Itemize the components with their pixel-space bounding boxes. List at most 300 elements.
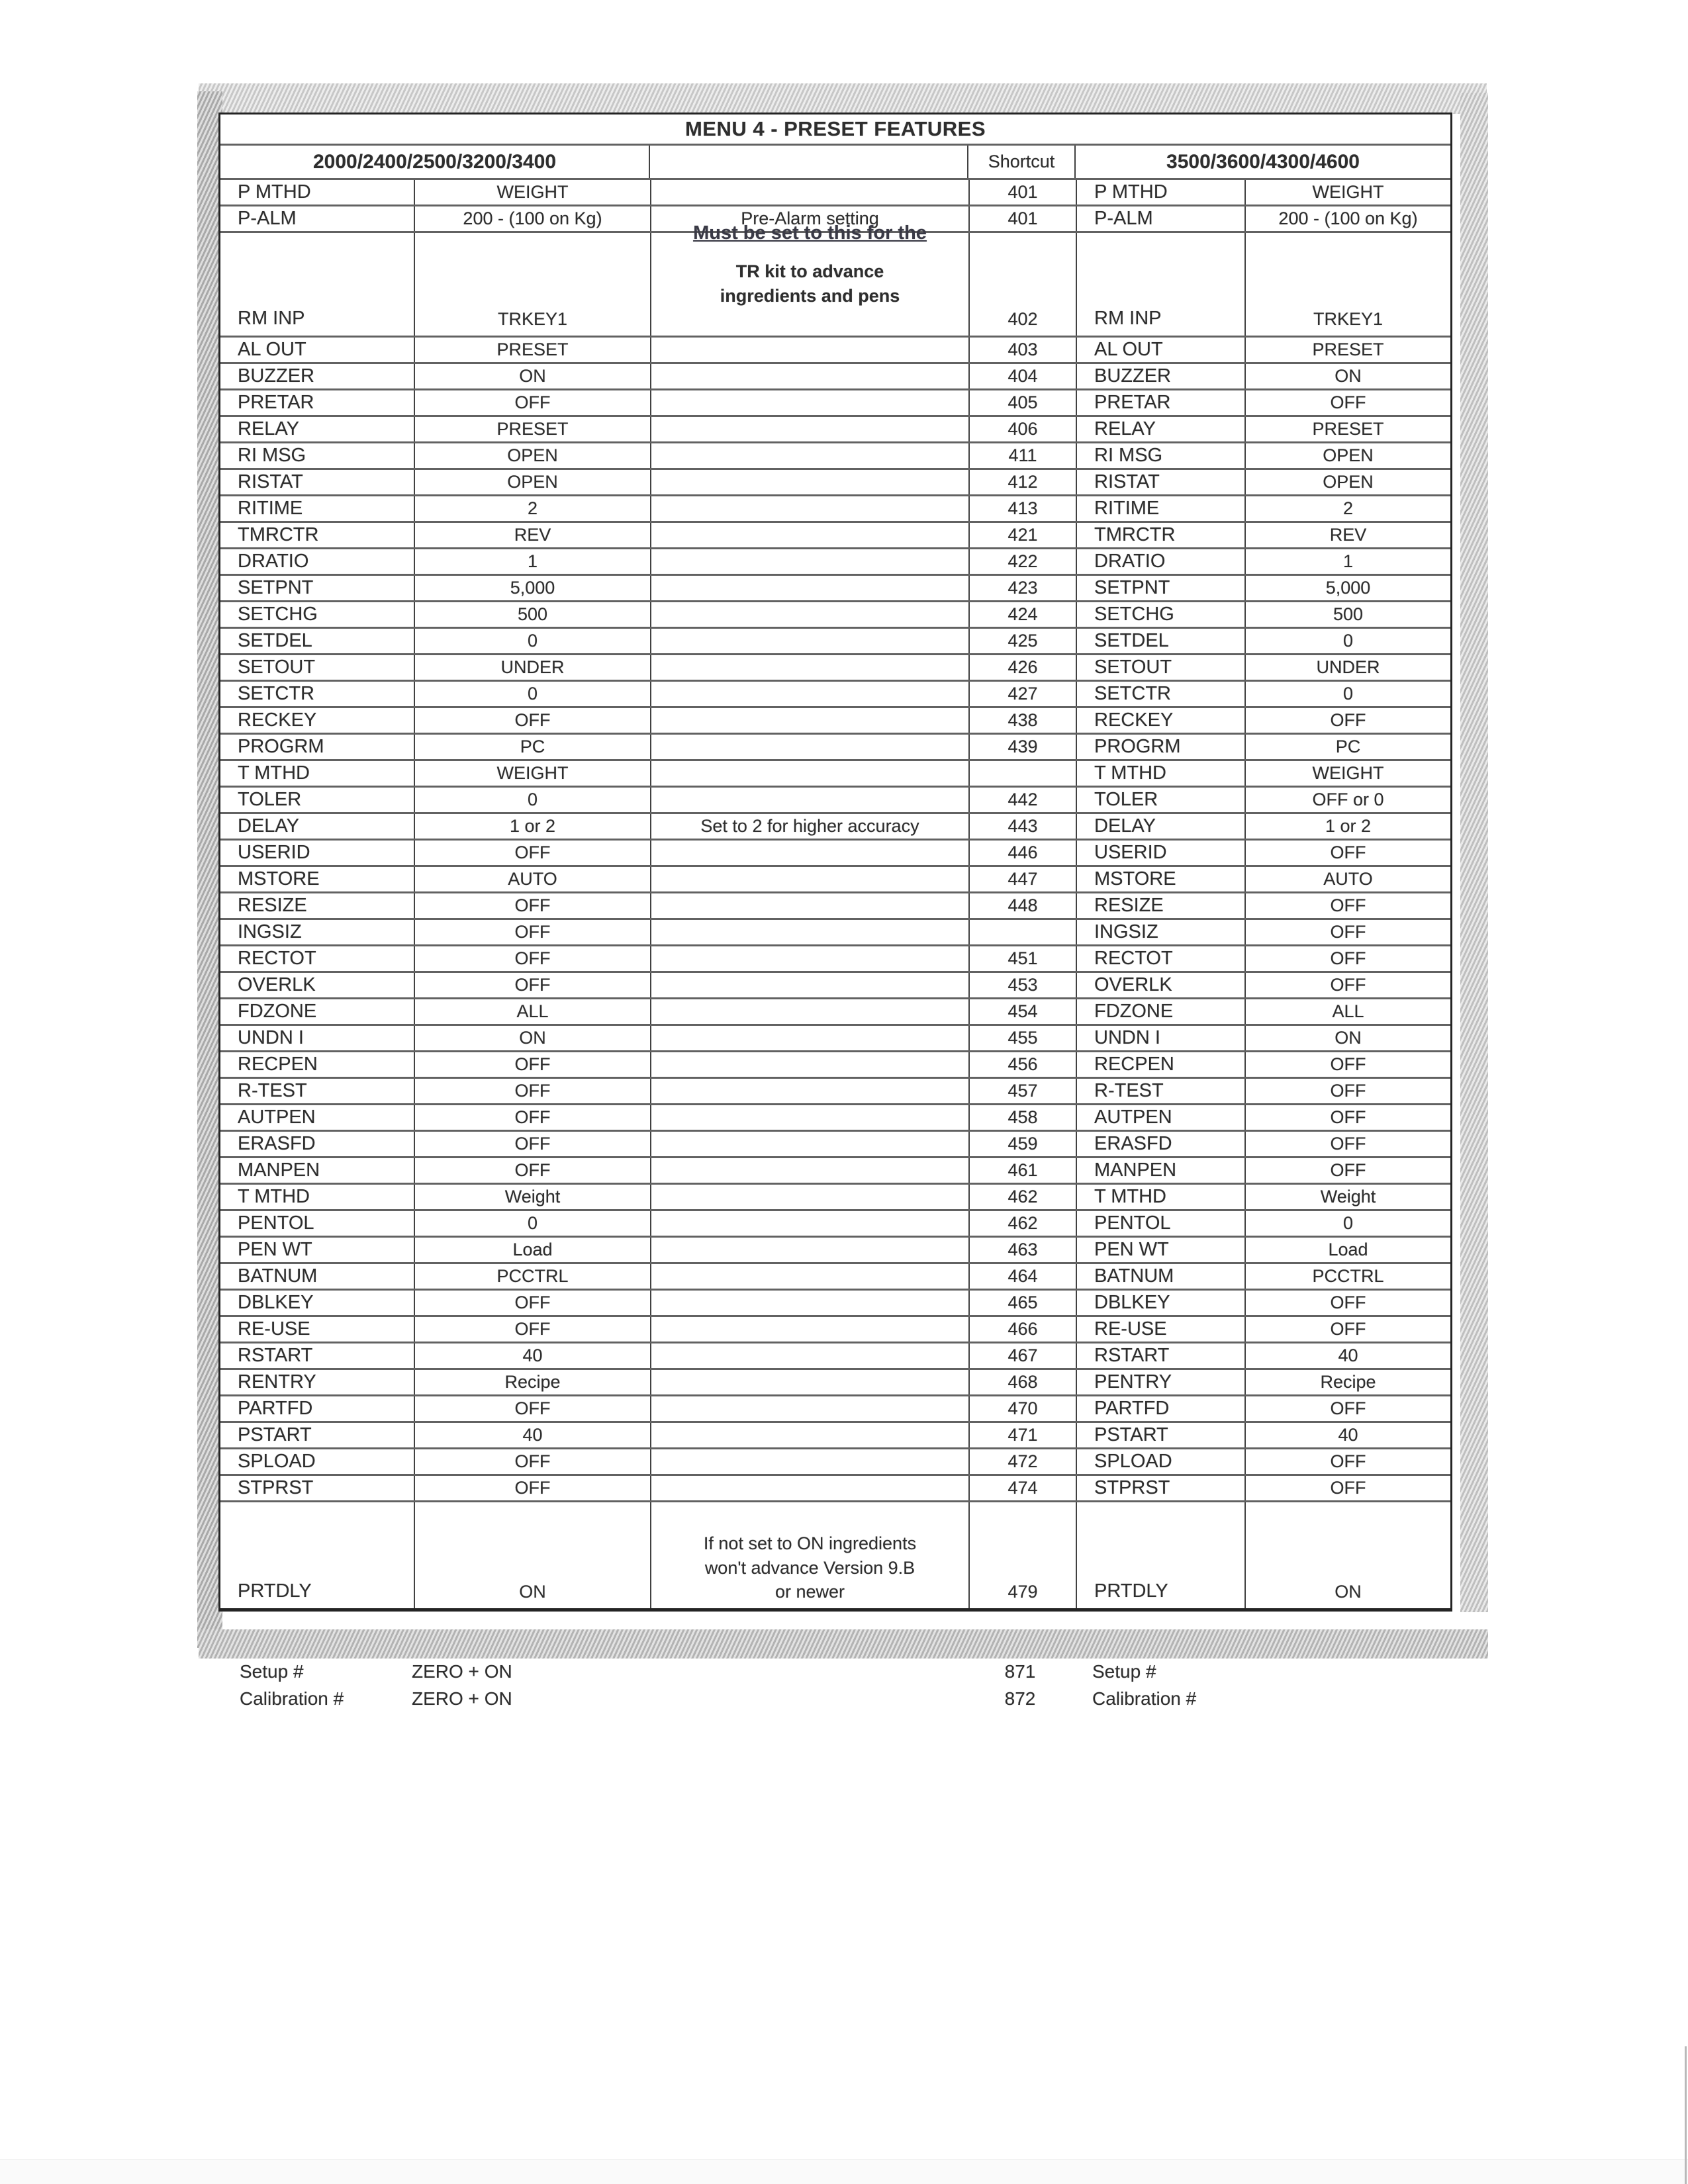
param-value-left: REV — [414, 523, 650, 547]
note-cell — [650, 180, 968, 205]
param-label-left: INGSIZ — [238, 921, 302, 942]
table-row — [220, 521, 1450, 547]
table-row — [220, 839, 1450, 865]
param-value-left: OFF — [414, 708, 650, 733]
shortcut-cell: 403 — [968, 338, 1076, 362]
shortcut-cell: 446 — [968, 841, 1076, 865]
param-label-right: RITIME — [1076, 496, 1244, 521]
table-row — [220, 1262, 1450, 1289]
shortcut-cell: 404 — [968, 364, 1076, 388]
param-label-right: RECKEY — [1076, 708, 1244, 733]
param-label-right: P MTHD — [1076, 180, 1244, 205]
param-value-right: Recipe — [1244, 1370, 1450, 1394]
param-label-right: ERASFD — [1076, 1132, 1244, 1156]
table-row — [220, 786, 1450, 812]
footer-label-left: Setup # — [240, 1661, 304, 1682]
param-label-left: SETDEL — [238, 630, 312, 651]
table-row — [220, 759, 1450, 786]
param-value-left: OFF — [414, 1132, 650, 1156]
note-cell — [650, 496, 968, 521]
param-value-left: Load — [414, 1238, 650, 1262]
param-value-left: OFF — [414, 1158, 650, 1183]
param-label-right: SPLOAD — [1076, 1449, 1244, 1474]
param-label-right: SETPNT — [1076, 576, 1244, 600]
param-value-left: 5,000 — [414, 576, 650, 600]
table-row — [220, 336, 1450, 362]
param-label-left: SPLOAD — [238, 1451, 316, 1472]
param-value-left: OPEN — [414, 443, 650, 468]
param-label-right: BUZZER — [1076, 364, 1244, 388]
param-value-left: OFF — [414, 1052, 650, 1077]
param-value-right: OFF — [1244, 1317, 1450, 1342]
scan-shadow-below-table — [199, 1629, 1488, 1659]
param-label-right: PRTDLY — [1076, 1502, 1244, 1608]
note-cell — [650, 1396, 968, 1421]
param-value-left: OFF — [414, 1396, 650, 1421]
shortcut-cell: 465 — [968, 1291, 1076, 1315]
param-value-right: Weight — [1244, 1185, 1450, 1209]
param-value-right: 0 — [1244, 682, 1450, 706]
param-value-right: OFF — [1244, 946, 1450, 971]
note-cell — [650, 761, 968, 786]
note-cell — [650, 523, 968, 547]
param-label-right: DRATIO — [1076, 549, 1244, 574]
table-row — [220, 600, 1450, 627]
param-value-left: OPEN — [414, 470, 650, 494]
note-cell — [650, 814, 968, 839]
note-cell — [650, 576, 968, 600]
table-row — [220, 1447, 1450, 1474]
table-row — [220, 1474, 1450, 1500]
param-value-left: OFF — [414, 390, 650, 415]
param-label-left: USERID — [238, 842, 310, 863]
param-label-left: RECPEN — [238, 1054, 318, 1075]
note-cell — [650, 1052, 968, 1077]
param-label-left: SETCHG — [238, 604, 318, 625]
param-value-left: OFF — [414, 1105, 650, 1130]
param-value-left: Weight — [414, 1185, 650, 1209]
note-cell — [650, 1158, 968, 1183]
param-label-left: STPRST — [238, 1477, 314, 1498]
param-value-right: 200 - (100 on Kg) — [1244, 206, 1450, 231]
param-value-right: 0 — [1244, 1211, 1450, 1236]
param-label-left: RECKEY — [238, 709, 317, 731]
note-cell — [650, 470, 968, 494]
param-value-right: OFF — [1244, 1291, 1450, 1315]
table-row — [220, 1156, 1450, 1183]
param-label-left: T MTHD — [238, 1186, 310, 1207]
table-row — [220, 1236, 1450, 1262]
param-label-right: R-TEST — [1076, 1079, 1244, 1103]
table-row — [220, 1500, 1450, 1608]
param-value-left: OFF — [414, 1449, 650, 1474]
note-cell — [650, 222, 968, 336]
param-label-right: AL OUT — [1076, 338, 1244, 362]
param-label-left: ERASFD — [238, 1133, 316, 1154]
param-label-right: RSTART — [1076, 1343, 1244, 1368]
footer-value-left: ZERO + ON — [412, 1688, 512, 1709]
shortcut-cell: 463 — [968, 1238, 1076, 1262]
param-value-right: OFF — [1244, 1449, 1450, 1474]
scan-shadow-right — [1460, 93, 1488, 1612]
param-label-left: SETPNT — [238, 577, 314, 598]
param-label-right: USERID — [1076, 841, 1244, 865]
table-row — [220, 891, 1450, 918]
param-label-right: PROGRM — [1076, 735, 1244, 759]
scan-shadow-top — [199, 83, 1487, 114]
shortcut-cell: 438 — [968, 708, 1076, 733]
param-label-right: PENTOL — [1076, 1211, 1244, 1236]
table-row — [220, 1394, 1450, 1421]
table-row — [220, 1289, 1450, 1315]
table-row — [220, 1050, 1450, 1077]
param-value-left: 500 — [414, 602, 650, 627]
note-cell — [650, 629, 968, 653]
left-models-header: 2000/2400/2500/3200/3400 — [312, 150, 557, 173]
right-models-header: 3500/3600/4300/4600 — [1074, 146, 1450, 178]
table-row — [220, 222, 1450, 336]
shortcut-cell: 443 — [968, 814, 1076, 839]
table-row — [220, 944, 1450, 971]
param-label-left: FDZONE — [238, 1001, 317, 1022]
note-cell — [650, 1317, 968, 1342]
param-value-right: OPEN — [1244, 443, 1450, 468]
table-row — [220, 812, 1450, 839]
table-body — [220, 178, 1450, 1608]
param-label-left: PSTART — [238, 1424, 312, 1445]
param-label-right: AUTPEN — [1076, 1105, 1244, 1130]
param-value-left: 40 — [414, 1423, 650, 1447]
param-value-left: OFF — [414, 1079, 650, 1103]
param-value-left: AUTO — [414, 867, 650, 891]
shortcut-cell: 458 — [968, 1105, 1076, 1130]
shortcut-cell: 412 — [968, 470, 1076, 494]
param-value-left: ON — [414, 1502, 650, 1608]
note-cell — [650, 1185, 968, 1209]
param-value-left: WEIGHT — [414, 180, 650, 205]
table-row — [220, 865, 1450, 891]
param-value-right: AUTO — [1244, 867, 1450, 891]
param-label-right: RE-USE — [1076, 1317, 1244, 1342]
note-cell — [650, 1370, 968, 1394]
note-cell — [650, 338, 968, 362]
table-row — [220, 362, 1450, 388]
note-cell — [650, 735, 968, 759]
note-cell — [650, 920, 968, 944]
param-label-left: PENTOL — [238, 1212, 314, 1234]
note-cell — [650, 1502, 968, 1608]
notes-header-empty — [649, 146, 967, 178]
param-value-left: WEIGHT — [414, 761, 650, 786]
table-row — [220, 733, 1450, 759]
param-value-left: OFF — [414, 1291, 650, 1315]
param-value-right: Load — [1244, 1238, 1450, 1262]
param-value-right: OFF — [1244, 1052, 1450, 1077]
table-row — [220, 653, 1450, 680]
table-row — [220, 706, 1450, 733]
shortcut-cell: 474 — [968, 1476, 1076, 1500]
shortcut-cell: 462 — [968, 1211, 1076, 1236]
table-row — [220, 1421, 1450, 1447]
param-value-left: 200 - (100 on Kg) — [414, 206, 650, 231]
note-cell — [650, 1132, 968, 1156]
param-label-left: BATNUM — [238, 1265, 318, 1287]
note-cell — [650, 1211, 968, 1236]
shortcut-cell: 451 — [968, 946, 1076, 971]
footer-shortcut: 872 — [1004, 1688, 1036, 1709]
note-cell — [650, 841, 968, 865]
param-value-left: ON — [414, 364, 650, 388]
note-cell — [650, 788, 968, 812]
note-cell — [650, 549, 968, 574]
param-label-right: PARTFD — [1076, 1396, 1244, 1421]
shortcut-header: Shortcut — [967, 146, 1074, 178]
param-label-left: SETOUT — [238, 657, 316, 678]
note-cell — [650, 1026, 968, 1050]
param-value-right: PC — [1244, 735, 1450, 759]
param-value-left: PRESET — [414, 417, 650, 441]
shortcut-cell: 457 — [968, 1079, 1076, 1103]
note-cell — [650, 973, 968, 997]
param-value-left: PC — [414, 735, 650, 759]
shortcut-cell: 411 — [968, 443, 1076, 468]
param-label-right: PENTRY — [1076, 1370, 1244, 1394]
param-value-right: 500 — [1244, 602, 1450, 627]
note-cell — [650, 1105, 968, 1130]
param-label-right: STPRST — [1076, 1476, 1244, 1500]
note-text: TR kit to advance ingredients and pens — [720, 261, 900, 306]
param-value-right: OFF — [1244, 1476, 1450, 1500]
param-label-right: FDZONE — [1076, 999, 1244, 1024]
param-label-right: RI MSG — [1076, 443, 1244, 468]
table-row — [220, 415, 1450, 441]
param-value-right: 0 — [1244, 629, 1450, 653]
table-row — [220, 388, 1450, 415]
param-label-right: DBLKEY — [1076, 1291, 1244, 1315]
param-label-right: PSTART — [1076, 1423, 1244, 1447]
param-label-right: PEN WT — [1076, 1238, 1244, 1262]
param-label-left: DBLKEY — [238, 1292, 314, 1313]
shortcut-cell — [968, 761, 1076, 786]
note-cell — [650, 655, 968, 680]
shortcut-cell: 471 — [968, 1423, 1076, 1447]
scan-shadow-page-bottom — [0, 2159, 1688, 2184]
param-label-left: RELAY — [238, 418, 299, 439]
note-text: If not set to ON ingredients won't advance Version 9.B or newer — [703, 1533, 917, 1602]
note-cell — [650, 364, 968, 388]
param-label-left: MSTORE — [238, 868, 320, 889]
param-value-left: TRKEY1 — [414, 233, 650, 336]
param-label-right: BATNUM — [1076, 1264, 1244, 1289]
shortcut-cell: 423 — [968, 576, 1076, 600]
param-value-right: OFF — [1244, 1158, 1450, 1183]
param-label-left: PRTDLY — [238, 1580, 312, 1602]
note-cell — [650, 1343, 968, 1368]
param-value-left: 40 — [414, 1343, 650, 1368]
param-label-right: SETCHG — [1076, 602, 1244, 627]
param-value-right: ON — [1244, 1502, 1450, 1608]
shortcut-cell: 405 — [968, 390, 1076, 415]
param-value-right: OFF — [1244, 708, 1450, 733]
param-value-left: OFF — [414, 946, 650, 971]
note-cell — [650, 682, 968, 706]
shortcut-cell: 424 — [968, 602, 1076, 627]
param-value-right: OFF — [1244, 1132, 1450, 1156]
shortcut-cell: 455 — [968, 1026, 1076, 1050]
note-cell — [650, 443, 968, 468]
param-value-right: OFF — [1244, 390, 1450, 415]
shortcut-cell: 425 — [968, 629, 1076, 653]
param-label-right: PRETAR — [1076, 390, 1244, 415]
table-row — [220, 680, 1450, 706]
note-cell — [650, 1449, 968, 1474]
param-value-right: PCCTRL — [1244, 1264, 1450, 1289]
footer-row — [218, 1685, 1452, 1712]
param-label-left: RITIME — [238, 498, 303, 519]
param-value-right: ON — [1244, 1026, 1450, 1050]
param-label-left: AL OUT — [238, 339, 306, 360]
shortcut-cell: 421 — [968, 523, 1076, 547]
param-label-left: MANPEN — [238, 1160, 320, 1181]
note-cell — [650, 1264, 968, 1289]
param-label-left: RE-USE — [238, 1318, 310, 1340]
param-label-right: SETOUT — [1076, 655, 1244, 680]
shortcut-cell: 464 — [968, 1264, 1076, 1289]
note-cell — [650, 417, 968, 441]
param-value-right: WEIGHT — [1244, 180, 1450, 205]
clipped-note-text: Must be set to this for the — [693, 222, 927, 244]
shortcut-cell: 466 — [968, 1317, 1076, 1342]
table-row — [220, 1368, 1450, 1394]
param-value-left: 2 — [414, 496, 650, 521]
param-label-right: SETDEL — [1076, 629, 1244, 653]
shortcut-cell: 467 — [968, 1343, 1076, 1368]
param-label-right: RISTAT — [1076, 470, 1244, 494]
param-value-left: UNDER — [414, 655, 650, 680]
note-cell — [650, 946, 968, 971]
table-title: MENU 4 - PRESET FEATURES — [684, 117, 986, 140]
shortcut-cell — [968, 920, 1076, 944]
param-value-right: UNDER — [1244, 655, 1450, 680]
param-value-left: OFF — [414, 1476, 650, 1500]
param-label-left: DRATIO — [238, 551, 309, 572]
param-label-left: PARTFD — [238, 1398, 313, 1419]
param-label-left: RECTOT — [238, 948, 316, 969]
shortcut-cell: 442 — [968, 788, 1076, 812]
param-label-left: RSTART — [238, 1345, 313, 1366]
param-label-right: RESIZE — [1076, 893, 1244, 918]
param-label-right: OVERLK — [1076, 973, 1244, 997]
shortcut-cell: 459 — [968, 1132, 1076, 1156]
shortcut-cell: 453 — [968, 973, 1076, 997]
table-row — [220, 971, 1450, 997]
table-row — [220, 441, 1450, 468]
param-label-right: RECPEN — [1076, 1052, 1244, 1077]
param-label-left: AUTPEN — [238, 1107, 316, 1128]
shortcut-cell: 413 — [968, 496, 1076, 521]
shortcut-cell: 479 — [968, 1502, 1076, 1608]
shortcut-cell: 454 — [968, 999, 1076, 1024]
param-label-right: DELAY — [1076, 814, 1244, 839]
param-label-right: SETCTR — [1076, 682, 1244, 706]
table-row — [220, 1315, 1450, 1342]
table-title-row — [220, 114, 1450, 144]
param-label-right: TMRCTR — [1076, 523, 1244, 547]
param-label-left: P MTHD — [238, 181, 311, 203]
param-value-right: OFF or 0 — [1244, 788, 1450, 812]
param-value-left: 0 — [414, 1211, 650, 1236]
shortcut-cell: 401 — [968, 206, 1076, 231]
param-value-right: OFF — [1244, 1105, 1450, 1130]
shortcut-cell: 461 — [968, 1158, 1076, 1183]
shortcut-cell: 401 — [968, 180, 1076, 205]
note-cell — [650, 1291, 968, 1315]
param-value-left: OFF — [414, 841, 650, 865]
footer-value-left: ZERO + ON — [412, 1661, 512, 1682]
param-value-right: OFF — [1244, 841, 1450, 865]
note-cell — [650, 999, 968, 1024]
table-row — [220, 494, 1450, 521]
param-value-right: OFF — [1244, 920, 1450, 944]
param-label-left: OVERLK — [238, 974, 316, 995]
param-label-right: MANPEN — [1076, 1158, 1244, 1183]
note-cell — [650, 1423, 968, 1447]
note-text: Pre-Alarm setting — [741, 208, 879, 228]
param-label-left: T MTHD — [238, 762, 310, 784]
param-value-right: 2 — [1244, 496, 1450, 521]
param-label-left: BUZZER — [238, 365, 314, 387]
shortcut-cell: 456 — [968, 1052, 1076, 1077]
param-value-left: Recipe — [414, 1370, 650, 1394]
param-value-right: REV — [1244, 523, 1450, 547]
param-value-left: 1 or 2 — [414, 814, 650, 839]
table-header-row — [220, 144, 1450, 178]
note-cell — [650, 390, 968, 415]
param-label-right: T MTHD — [1076, 761, 1244, 786]
param-value-left: 1 — [414, 549, 650, 574]
table-row — [220, 468, 1450, 494]
param-value-right: 5,000 — [1244, 576, 1450, 600]
footer-row — [218, 1658, 1452, 1685]
param-value-left: 0 — [414, 788, 650, 812]
footer-section — [218, 1658, 1452, 1712]
shortcut-cell: 402 — [968, 233, 1076, 336]
footer-label-left: Calibration # — [240, 1688, 344, 1709]
param-label-left: PEN WT — [238, 1239, 312, 1260]
note-cell — [650, 867, 968, 891]
param-label-right: RELAY — [1076, 417, 1244, 441]
table-row — [220, 1103, 1450, 1130]
param-label-left: R-TEST — [238, 1080, 307, 1101]
param-value-left: OFF — [414, 893, 650, 918]
param-label-right: UNDN I — [1076, 1026, 1244, 1050]
shortcut-cell: 447 — [968, 867, 1076, 891]
shortcut-cell: 448 — [968, 893, 1076, 918]
param-label-left: TMRCTR — [238, 524, 319, 545]
param-value-right: 40 — [1244, 1423, 1450, 1447]
param-value-right: 1 or 2 — [1244, 814, 1450, 839]
param-value-left: 0 — [414, 629, 650, 653]
shortcut-cell: 470 — [968, 1396, 1076, 1421]
table-row — [220, 1077, 1450, 1103]
param-value-right: PRESET — [1244, 417, 1450, 441]
table-row — [220, 997, 1450, 1024]
param-value-right: ON — [1244, 364, 1450, 388]
param-value-left: 0 — [414, 682, 650, 706]
param-value-right: TRKEY1 — [1244, 233, 1450, 336]
param-label-right: INGSIZ — [1076, 920, 1244, 944]
param-label-right: RECTOT — [1076, 946, 1244, 971]
